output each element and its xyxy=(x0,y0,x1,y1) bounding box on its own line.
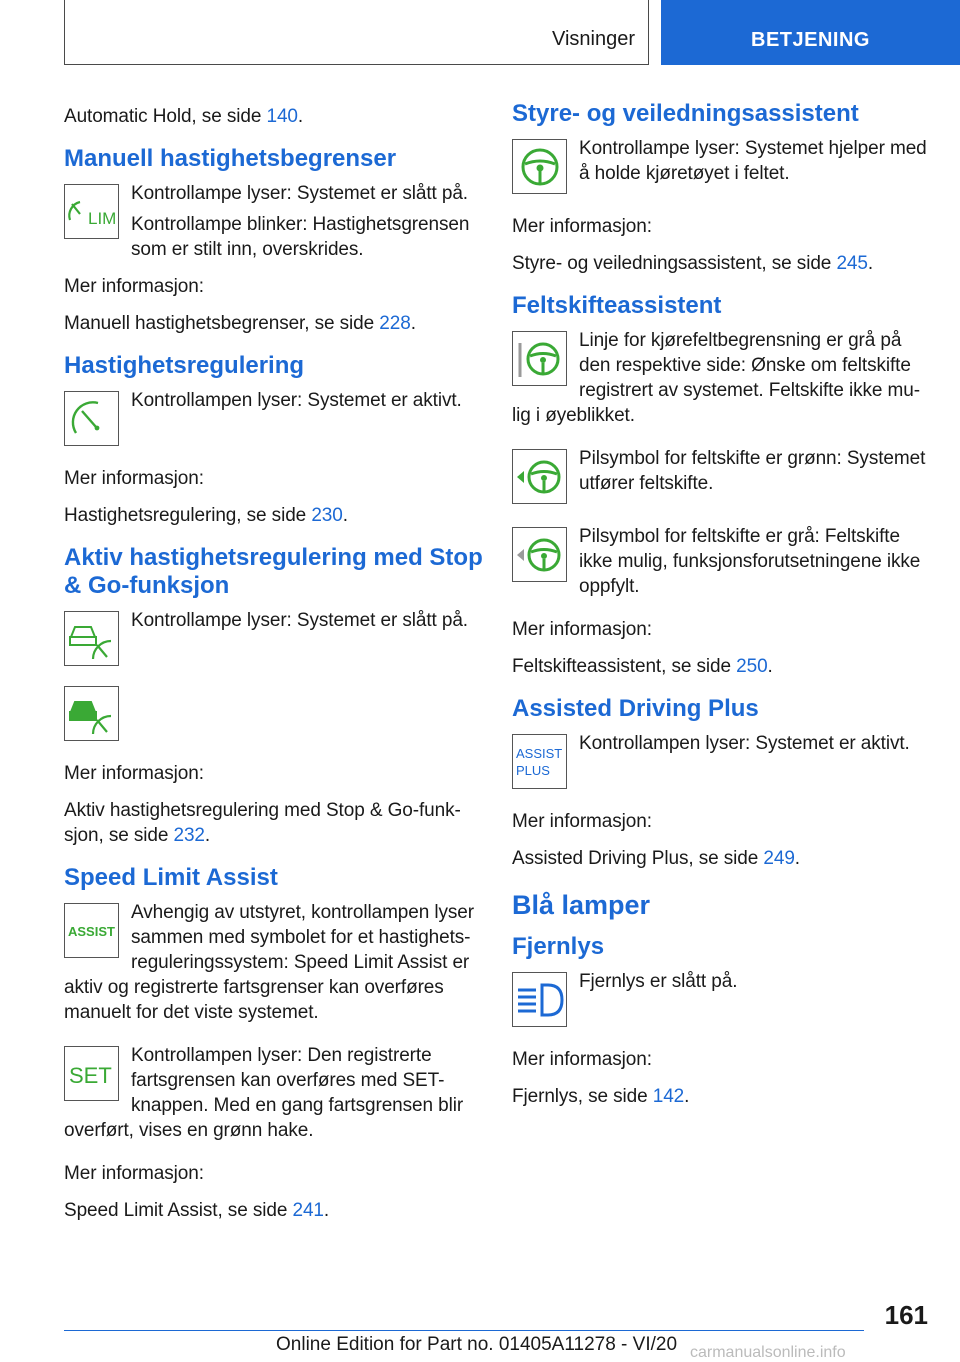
more-info-label: Mer informasjon: xyxy=(512,216,652,237)
page-link-250[interactable]: 250 xyxy=(736,656,768,677)
page-link-245[interactable]: 245 xyxy=(836,253,868,274)
heading-steering-assistant: Styre- og veiledningsassistent xyxy=(512,100,859,127)
assist-plus-icon-line1: ASSIST xyxy=(515,745,562,761)
heading-active-cruise-control: Aktiv hastighetsregulering med Stop & Go-funksjon xyxy=(64,544,483,599)
header-chapter-tab[interactable]: BETJENING xyxy=(661,0,960,65)
set-desc: Kontrollampen lyser: Den registrerte fartsgrensen kan overføres med SET-knappen. Med en gang fartsgrensen blir overført, vises en grønn hake. xyxy=(64,1045,464,1141)
page-link-232[interactable]: 232 xyxy=(173,825,205,846)
set-icon-text: SET xyxy=(68,1062,112,1088)
lamp-block-acc xyxy=(64,608,484,674)
assist-icon-text: ASSIST xyxy=(67,923,115,939)
lamp-block-cruise-control xyxy=(64,388,484,454)
lane-change-reference: Feltskifteassistent, se side 250. xyxy=(512,656,773,677)
heading-speed-limiter: Manuell hastighetsbegrenser xyxy=(64,145,397,172)
cruise-control-gauge-icon xyxy=(64,391,119,446)
page-link-230[interactable]: 230 xyxy=(311,505,343,526)
page-link-142[interactable]: 142 xyxy=(652,1086,685,1107)
assist-plus-icon xyxy=(512,734,567,789)
lamp-block-speed-limiter xyxy=(64,181,484,262)
lamp-block-lane-green-arrow xyxy=(512,446,932,512)
steering-reference: Styre- og veiledningsassistent, se side 245. xyxy=(512,253,874,274)
lamp-block-lane-grey-arrow xyxy=(512,524,932,605)
page-number: 161 xyxy=(884,1300,928,1330)
high-beam-icon xyxy=(512,972,567,1027)
assisted-driving-plus-status: Kontrollampen lyser: Systemet er aktivt. xyxy=(579,733,910,754)
cruise-control-reference: Hastighetsregulering, se side 230. xyxy=(64,505,348,526)
more-info-label: Mer informasjon: xyxy=(64,276,204,297)
set-icon xyxy=(64,1046,119,1101)
page-link-228[interactable]: 228 xyxy=(379,313,411,334)
lamp-block-steering xyxy=(512,136,932,202)
page-link-140[interactable]: 140 xyxy=(266,106,298,127)
lane-grey-arrow-desc: Pilsymbol for feltskifte er grå: Feltskifte ikke mulig, funksjonsforutsetningene ikke oppfylt. xyxy=(579,526,921,597)
page-link-241[interactable]: 241 xyxy=(292,1200,324,1221)
high-beam-status: Fjernlys er slått på. xyxy=(579,971,738,992)
steering-wheel-green-arrow-icon xyxy=(512,449,567,504)
header-section-title: Visninger xyxy=(551,28,635,50)
heading-high-beam: Fjernlys xyxy=(512,933,605,960)
steering-status: Kontrollampe lyser: Systemet hjelper med å holde kjøretøyet i feltet. xyxy=(579,138,927,184)
more-info-label: Mer informasjon: xyxy=(512,619,652,640)
more-info-label: Mer informasjon: xyxy=(64,763,204,784)
assist-plus-icon-line2: PLUS xyxy=(515,762,550,778)
speed-limit-assist-desc: Avhengig av utstyret, kontrollampen lyser sammen med symbolet for et hastighetsreguleringssystem: Speed Limit Assist er aktiv og registrerte fartsgrenser kan overføres manuelt for det viste systemet. xyxy=(64,902,475,1023)
footer-edition: Online Edition for Part no. 01405A11278 - VI/20 xyxy=(276,1334,678,1355)
steering-wheel-grey-arrow-icon xyxy=(512,527,567,582)
speed-limiter-status-on: Kontrollampe lyser: Systemet er slått på. xyxy=(131,183,468,204)
acc-reference: Aktiv hastighetsregulering med Stop & Go-funksjon, se side 232. xyxy=(64,800,461,846)
lamp-block-acc-detected xyxy=(64,686,484,749)
lamp-block-assisted-driving-plus xyxy=(512,731,932,797)
acc-car-outline-icon xyxy=(64,611,119,666)
speed-limiter-lim-icon xyxy=(64,184,119,239)
lane-green-arrow-desc: Pilsymbol for feltskifte er grønn: Systemet utfører feltskifte. xyxy=(579,448,926,494)
more-info-label: Mer informasjon: xyxy=(64,468,204,489)
heading-cruise-control: Hastighetsregulering xyxy=(64,352,305,379)
lane-grey-line-desc: Linje for kjørefeltbegrensning er grå på den respektive side: Ønske om feltskifte registrert av systemet. Feltskifte ikke mulig i øyeblikket. xyxy=(512,330,921,426)
acc-status: Kontrollampe lyser: Systemet er slått på. xyxy=(131,610,468,631)
lamp-block-high-beam xyxy=(512,969,932,1035)
lamp-block-speed-limit-assist xyxy=(64,900,484,1031)
assist-icon xyxy=(64,903,119,958)
lamp-block-set xyxy=(64,1043,484,1149)
heading-lane-change-assistant: Feltskifteassistent xyxy=(512,292,722,319)
watermark: carmanualsonline.info xyxy=(690,1344,846,1361)
speed-limiter-reference: Manuell hastighetsbegrenser, se side 228. xyxy=(64,313,416,334)
cruise-control-status: Kontrollampen lyser: Systemet er aktivt. xyxy=(131,390,462,411)
more-info-label: Mer informasjon: xyxy=(512,811,652,832)
speed-limiter-status-blink: Kontrollampe blinker: Hastighetsgrensen som er stilt inn, overskrides. xyxy=(131,214,470,260)
left-column xyxy=(64,100,484,1235)
more-info-label: Mer informasjon: xyxy=(512,1049,652,1070)
assisted-driving-plus-reference: Assisted Driving Plus, se side 249. xyxy=(512,848,800,869)
acc-car-filled-icon xyxy=(64,686,119,741)
steering-wheel-green-icon xyxy=(512,139,567,194)
auto-hold-reference: Automatic Hold, se side 140. xyxy=(64,106,304,127)
steering-wheel-lane-line-icon xyxy=(512,331,567,386)
page-link-249[interactable]: 249 xyxy=(763,848,795,869)
high-beam-reference: Fjernlys, se side 142. xyxy=(512,1086,690,1107)
more-info-label: Mer informasjon: xyxy=(64,1163,204,1184)
right-column xyxy=(512,100,932,1121)
footer-divider xyxy=(64,1330,864,1331)
speed-limit-assist-reference: Speed Limit Assist, se side 241. xyxy=(64,1200,330,1221)
lim-icon-text: LIM xyxy=(87,208,116,228)
heading-assisted-driving-plus: Assisted Driving Plus xyxy=(512,695,759,722)
heading-speed-limit-assist: Speed Limit Assist xyxy=(64,864,278,891)
lamp-block-lane-grey-line xyxy=(512,328,932,434)
heading-blue-lamps: Blå lamper xyxy=(512,890,651,920)
